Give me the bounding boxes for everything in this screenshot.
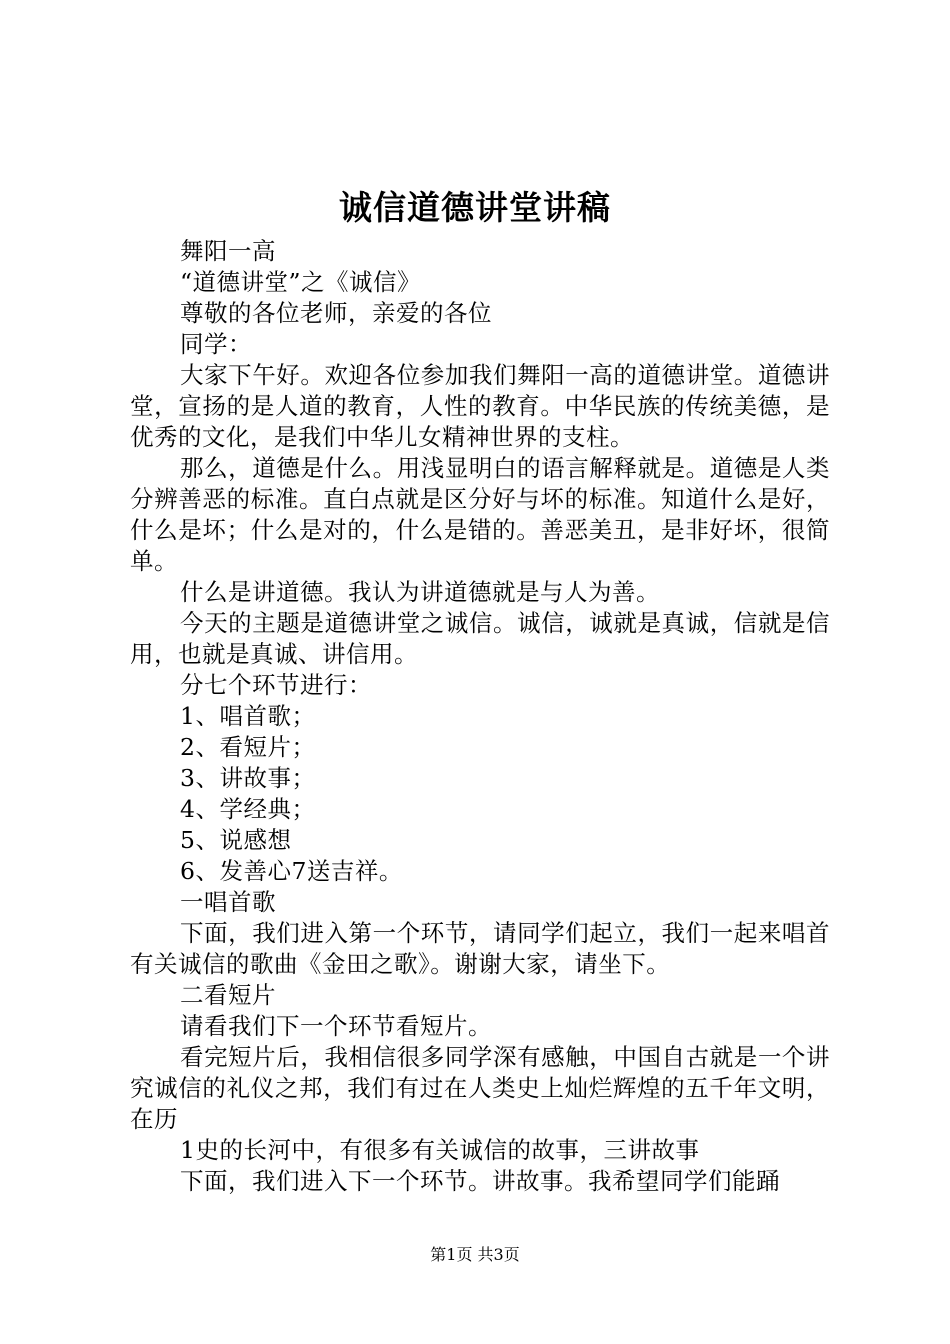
paragraph-story: 下面，我们进入下一个环节。讲故事。我希望同学们能踊 [180, 1167, 780, 1195]
paragraph-film-intro: 请看我们下一个环节看短片。 [180, 1012, 492, 1040]
list-item: 4、学经典； [180, 795, 316, 823]
list-item: 3、讲故事； [180, 764, 316, 792]
list-item: 2、看短片； [180, 733, 316, 761]
paragraph-film-after: 看完短片后，我相信很多同学深有感触，中国自古就是一个讲究诚信的礼仪之邦，我们有过在人类史上灿烂辉煌的五千年文明，在历 [130, 1043, 830, 1133]
paragraph-what-is-morality: 那么，道德是什么。用浅显明白的语言解释就是。道德是人类分辨善恶的标准。直白点就是区分好与坏的标准。知道什么是好，什么是坏；什么是对的，什么是错的。善恶美丑，是非好坏，很简单。 [130, 454, 830, 575]
paragraph-greeting: 大家下午好。欢迎各位参加我们舞阳一高的道德讲堂。道德讲堂，宣扬的是人道的教育，人性的教育。中华民族的传统美德，是优秀的文化，是我们中华儿女精神世界的支柱。 [130, 361, 830, 451]
paragraph-song: 下面，我们进入第一个环节，请同学们起立，我们一起来唱首有关诚信的歌曲《金田之歌》。谢谢大家，请坐下。 [130, 919, 830, 978]
section-heading-song: 一唱首歌 [180, 888, 276, 916]
list-item: 5、说感想 [180, 826, 292, 854]
document-body [130, 236, 830, 1197]
paragraph-salutation: 尊敬的各位老师，亲爱的各位 [180, 299, 492, 327]
paragraph-subtitle: “道德讲堂”之《诚信》 [180, 268, 422, 296]
list-item: 6、发善心7送吉祥。 [180, 857, 403, 885]
paragraph-theme: 今天的主题是道德讲堂之诚信。诚信，诚就是真诚，信就是信用，也就是真诚、讲信用。 [130, 609, 830, 668]
paragraph-school: 舞阳一高 [180, 237, 276, 265]
section-heading-film: 二看短片 [180, 981, 276, 1009]
paragraph-history: 1史的长河中，有很多有关诚信的故事，三讲故事 [180, 1136, 700, 1164]
paragraph-salutation-cont: 同学： [180, 330, 252, 358]
list-item: 1、唱首歌； [180, 702, 316, 730]
page-title: 诚信道德讲堂讲稿 [339, 188, 611, 227]
paragraph-seven-sections: 分七个环节进行： [180, 671, 372, 699]
page-footer: 第1页 共3页 [430, 1245, 520, 1264]
paragraph-speaking-morality: 什么是讲道德。我认为讲道德就是与人为善。 [180, 578, 660, 606]
